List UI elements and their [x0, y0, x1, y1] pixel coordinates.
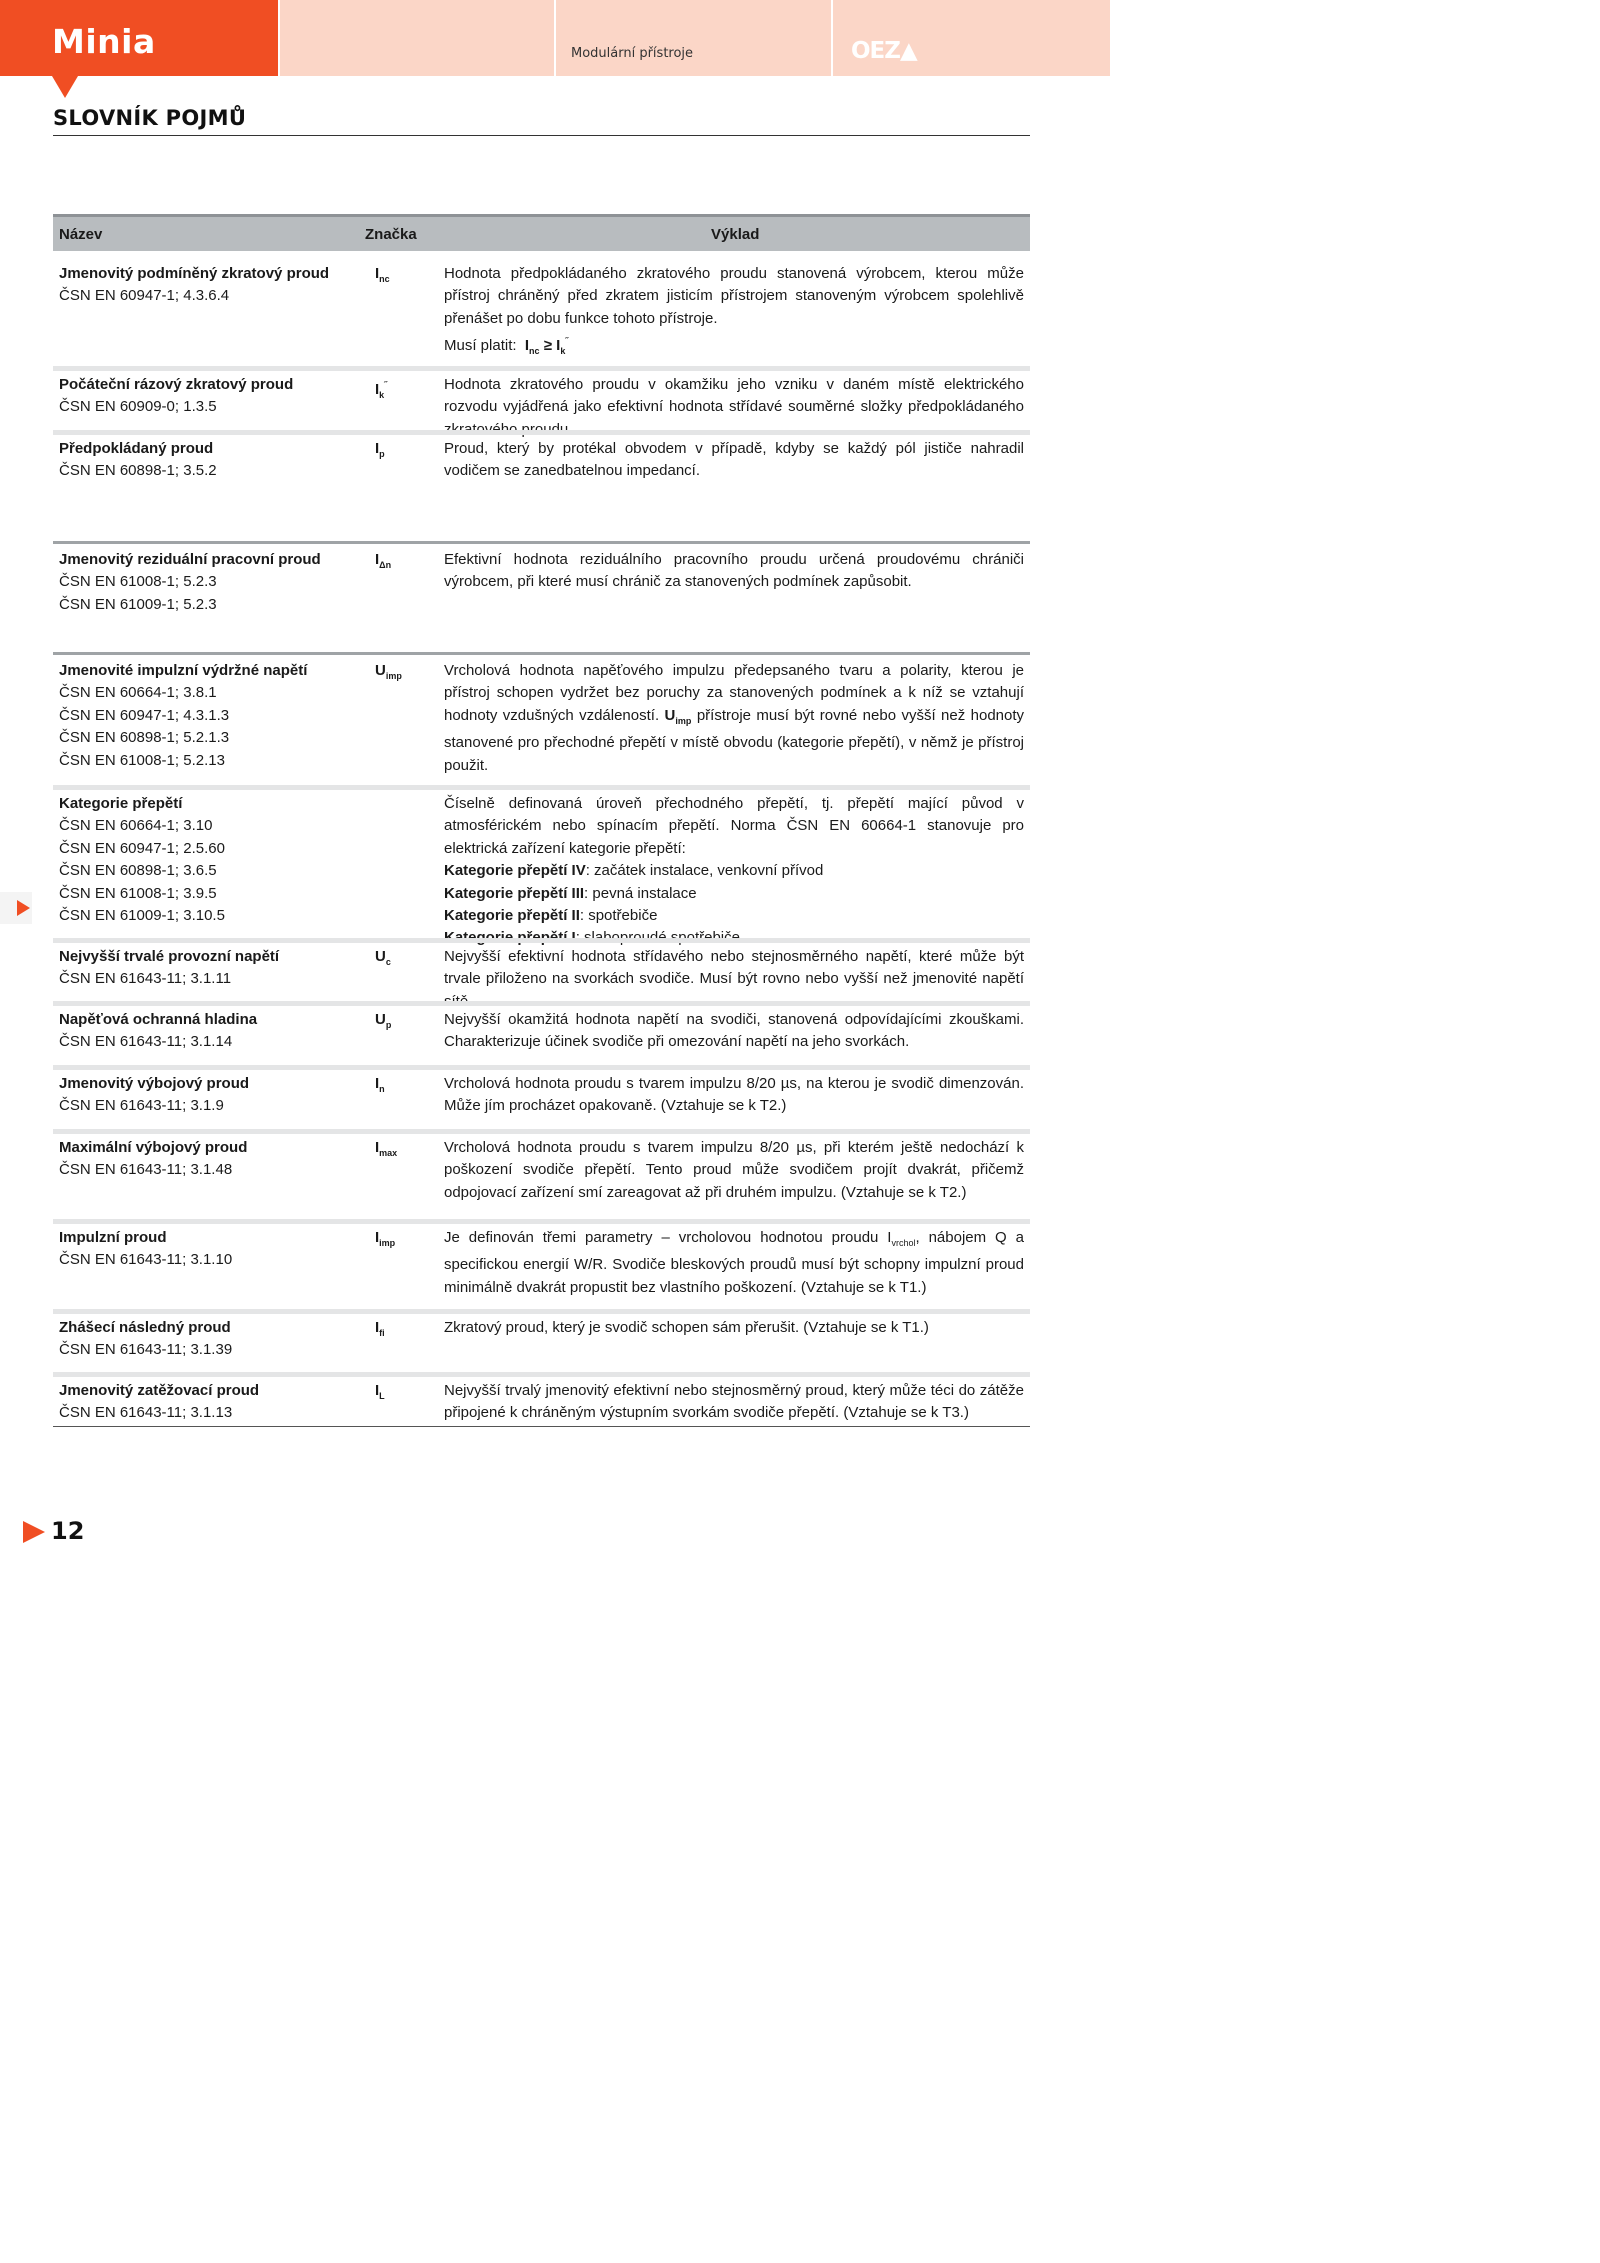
term-standard: ČSN EN 61643-11; 3.1.48: [59, 1161, 233, 1179]
header-brand-block: [0, 0, 278, 76]
side-marker: [0, 892, 32, 924]
term-standard: ČSN EN 61009-1; 5.2.3: [59, 595, 217, 613]
term-standard: ČSN EN 61643-11; 3.1.10: [59, 1251, 233, 1269]
term-description: Nejvyšší trvalý jmenovitý efektivní nebo stejnosměrný proud, který může téci do zátěže připojené k chráněným výstupním svorkám svodiče přepětí. (Vztahuje se k T3.): [444, 1382, 1024, 1422]
row-separator: [53, 652, 1030, 655]
term-title: Jmenovitý podmíněný zkratový proud: [59, 265, 330, 282]
term-title: Předpokládaný proud: [59, 440, 214, 457]
term-standard: ČSN EN 60898-1; 3.5.2: [59, 462, 217, 480]
term-description: Vrcholová hodnota napěťového impulzu předepsaného tvaru a polarity, kterou je přístroj schopen vydržet bez poruchy za stanovených podmínek a k níž se vztahují hodnoty vzdušných vzdáleností. $U_{imp}$ přístroje musí být rovné nebo vyšší než hodnoty stanovené pro přechodné přepětí v místě obvodu (kategorie přepětí), v němž je přístroj použit.: [444, 662, 1025, 774]
term-standard: ČSN EN 61008-1; 3.9.5: [59, 884, 217, 902]
term-symbol: $U_c$: [375, 948, 391, 967]
term-name: [59, 1317, 359, 1362]
term-symbol: $I_{imp}$: [375, 1229, 396, 1248]
term-name: [59, 946, 359, 991]
header-logo-block: [833, 0, 1110, 76]
page-arrow-icon: [23, 1521, 45, 1543]
term-symbol: $I_{nc}$: [375, 265, 390, 284]
term-description: Vrcholová hodnota proudu s tvarem impulzu 8/20 µs, při kterém ještě nedochází k poškození svodiče přepětí. Tento proud může svodičem projít dvakrát, přičemž odpojovací zařízení smí zareagovat až při druhém impulzu. (Vztahuje se k T2.): [444, 1139, 1024, 1201]
term-standard: ČSN EN 61008-1; 5.2.13: [59, 751, 225, 769]
term-title: Počáteční rázový zkratový proud: [59, 376, 294, 393]
row-separator: [53, 1065, 1030, 1070]
term-title: Jmenovitý reziduální pracovní proud: [59, 551, 321, 568]
term-description: Proud, který by protékal obvodem v případě, kdyby se každý pól jističe nahradil vodičem se zanedbatelnou impedancí.: [444, 440, 1024, 480]
row-separator: [53, 1129, 1030, 1134]
term-name: [59, 1073, 359, 1118]
row-separator: [53, 1219, 1030, 1224]
term-description: Vrcholová hodnota proudu s tvarem impulzu 8/20 µs, na kterou je svodič dimenzován. Může jím procházet opakovaně. (Vztahuje se k T2.): [444, 1075, 1024, 1115]
term-symbol: $U_{imp}$: [375, 662, 402, 681]
term-title: Zhášecí následný proud: [59, 1319, 231, 1336]
term-symbol: $I_{fi}$: [375, 1319, 385, 1338]
term-name: [59, 1137, 359, 1182]
term-standard: ČSN EN 60898-1; 5.2.1.3: [59, 729, 230, 747]
term-description: Je definován třemi parametry – vrcholovou hodnotou proudu $I_{vrchol}$, nábojem Q a specifickou energií W/R. Svodiče bleskových proudů musí být schopny impulzní proud minimálně dvakrát propustit bez vlastního poškození. (Vztahuje se k T1.): [444, 1229, 1024, 1296]
term-description: Číselně definovaná úroveň přechodného přepětí, tj. přepětí mající původ v atmosférickém nebo spínacím přepětí. Norma ČSN EN 60664-1 stanovuje pro elektrická zařízení kategorie přepětí: Kategorie přepětí IV: začátek instalace, venkovní přívod Kategorie přepětí III: pevná instalace Kategorie přepětí II: spotřebiče: [444, 795, 1024, 925]
term-name: [59, 263, 359, 308]
term-title: Napěťová ochranná hladina: [59, 1011, 258, 1028]
table-header: [53, 214, 1030, 251]
term-standard: ČSN EN 60947-1; 4.3.6.4: [59, 287, 230, 305]
header-symbol: Značka: [365, 226, 417, 243]
header-spacer: [280, 0, 554, 76]
header-name: Název: [59, 226, 103, 243]
term-symbol: $U_p$: [375, 1011, 392, 1030]
row-separator: [53, 1372, 1030, 1377]
term-name: [59, 793, 359, 927]
term-title: Nejvyšší trvalé provozní napětí: [59, 948, 280, 965]
term-description: Nejvyšší okamžitá hodnota napětí na svodiči, stanovená odpovídajícími zkouškami. Charakterizuje účinek svodiče při omezování napětí na jeho svorkách.: [444, 1011, 1024, 1051]
row-separator: [53, 1309, 1030, 1314]
term-symbol: $I_n$: [375, 1075, 385, 1094]
term-title: Maximální výbojový proud: [59, 1139, 248, 1156]
term-standard: ČSN EN 60898-1; 3.6.5: [59, 862, 217, 880]
row-separator: [53, 366, 1030, 371]
term-description: Hodnota předpokládaného zkratového proudu stanovená výrobcem, kterou může přístroj chráněný před zkratem jisticím přístrojem stanoveným výrobcem spolehlivě přenášet po dobu funkce tohoto přístroje. Musí platit: $I_{nc} \ge I_k^˝$: [444, 265, 1024, 357]
term-standard: ČSN EN 60909-0; 1.3.5: [59, 398, 217, 416]
header-category: Modulární přístroje: [571, 46, 694, 61]
term-standard: ČSN EN 61009-1; 3.10.5: [59, 907, 225, 925]
play-arrow-icon: [17, 900, 30, 916]
oez-logo: OEZ▲: [851, 38, 917, 64]
term-description: Efektivní hodnota reziduálního pracovního proudu určená proudovému chrániči výrobcem, při které musí chránič za stanovených podmínek zapůsobit.: [444, 551, 1024, 591]
term-standard: ČSN EN 60664-1; 3.8.1: [59, 684, 217, 702]
brand-arrow-icon: [52, 76, 78, 98]
term-title: Jmenovitý zatěžovací proud: [59, 1382, 260, 1399]
term-standard: ČSN EN 60947-1; 2.5.60: [59, 839, 225, 857]
term-description: Zkratový proud, který je svodič schopen sám přerušit. (Vztahuje se k T1.): [444, 1319, 929, 1336]
term-symbol: $I_p$: [375, 440, 385, 459]
table-bottom-divider: [53, 1426, 1030, 1427]
term-standard: ČSN EN 61008-1; 5.2.3: [59, 573, 217, 591]
term-title: Kategorie přepětí: [59, 795, 183, 812]
term-title: Jmenovité impulzní výdržné napětí: [59, 662, 308, 679]
term-standard: ČSN EN 61643-11; 3.1.14: [59, 1033, 233, 1051]
term-symbol: $I_L$: [375, 1382, 385, 1401]
page-title: SLOVNÍK POJMŮ: [53, 106, 247, 130]
header-category-block: [556, 0, 831, 76]
term-symbol: $I_{\Delta n}$: [375, 551, 392, 570]
page-number: 12: [51, 1517, 85, 1545]
term-title: Impulzní proud: [59, 1229, 167, 1246]
row-separator: [53, 430, 1030, 435]
row-separator: [53, 938, 1030, 943]
term-name: [59, 438, 359, 483]
row-separator: [53, 1001, 1030, 1006]
term-description: Hodnota zkratového proudu v okamžiku jeho vzniku v daném místě elektrického rozvodu vyjádřená jako efektivní hodnota střídavé souměrné složky předpokládaného: [444, 376, 1024, 416]
term-standard: ČSN EN 61643-11; 3.1.13: [59, 1404, 233, 1422]
title-divider: [53, 135, 1030, 136]
term-name: [59, 660, 359, 772]
term-title: Jmenovitý výbojový proud: [59, 1075, 250, 1092]
row-separator: [53, 541, 1030, 544]
term-name: [59, 549, 359, 616]
term-name: [59, 374, 359, 419]
term-name: [59, 1227, 359, 1272]
term-standard: ČSN EN 60947-1; 4.3.1.3: [59, 706, 230, 724]
term-name: [59, 1009, 359, 1054]
term-standard: ČSN EN 61643-11; 3.1.39: [59, 1341, 233, 1359]
term-standard: ČSN EN 60664-1; 3.10: [59, 817, 213, 835]
term-symbol: $I_{max}$: [375, 1139, 398, 1158]
term-symbol: $I_k^˝$: [375, 380, 388, 400]
term-standard: ČSN EN 61643-11; 3.1.9: [59, 1097, 224, 1115]
brand-title: Minia: [52, 22, 156, 61]
term-name: [59, 1380, 359, 1425]
header-description: Výklad: [711, 226, 760, 243]
term-standard: ČSN EN 61643-11; 3.1.11: [59, 970, 232, 988]
term-description: Nejvyšší efektivní hodnota střídavého nebo stejnosměrného napětí, které může být trvale přiloženo na svorkách svodiče. Musí být rovno nebo vyšší než jmenovité napětí: [444, 948, 1024, 988]
row-separator: [53, 785, 1030, 790]
